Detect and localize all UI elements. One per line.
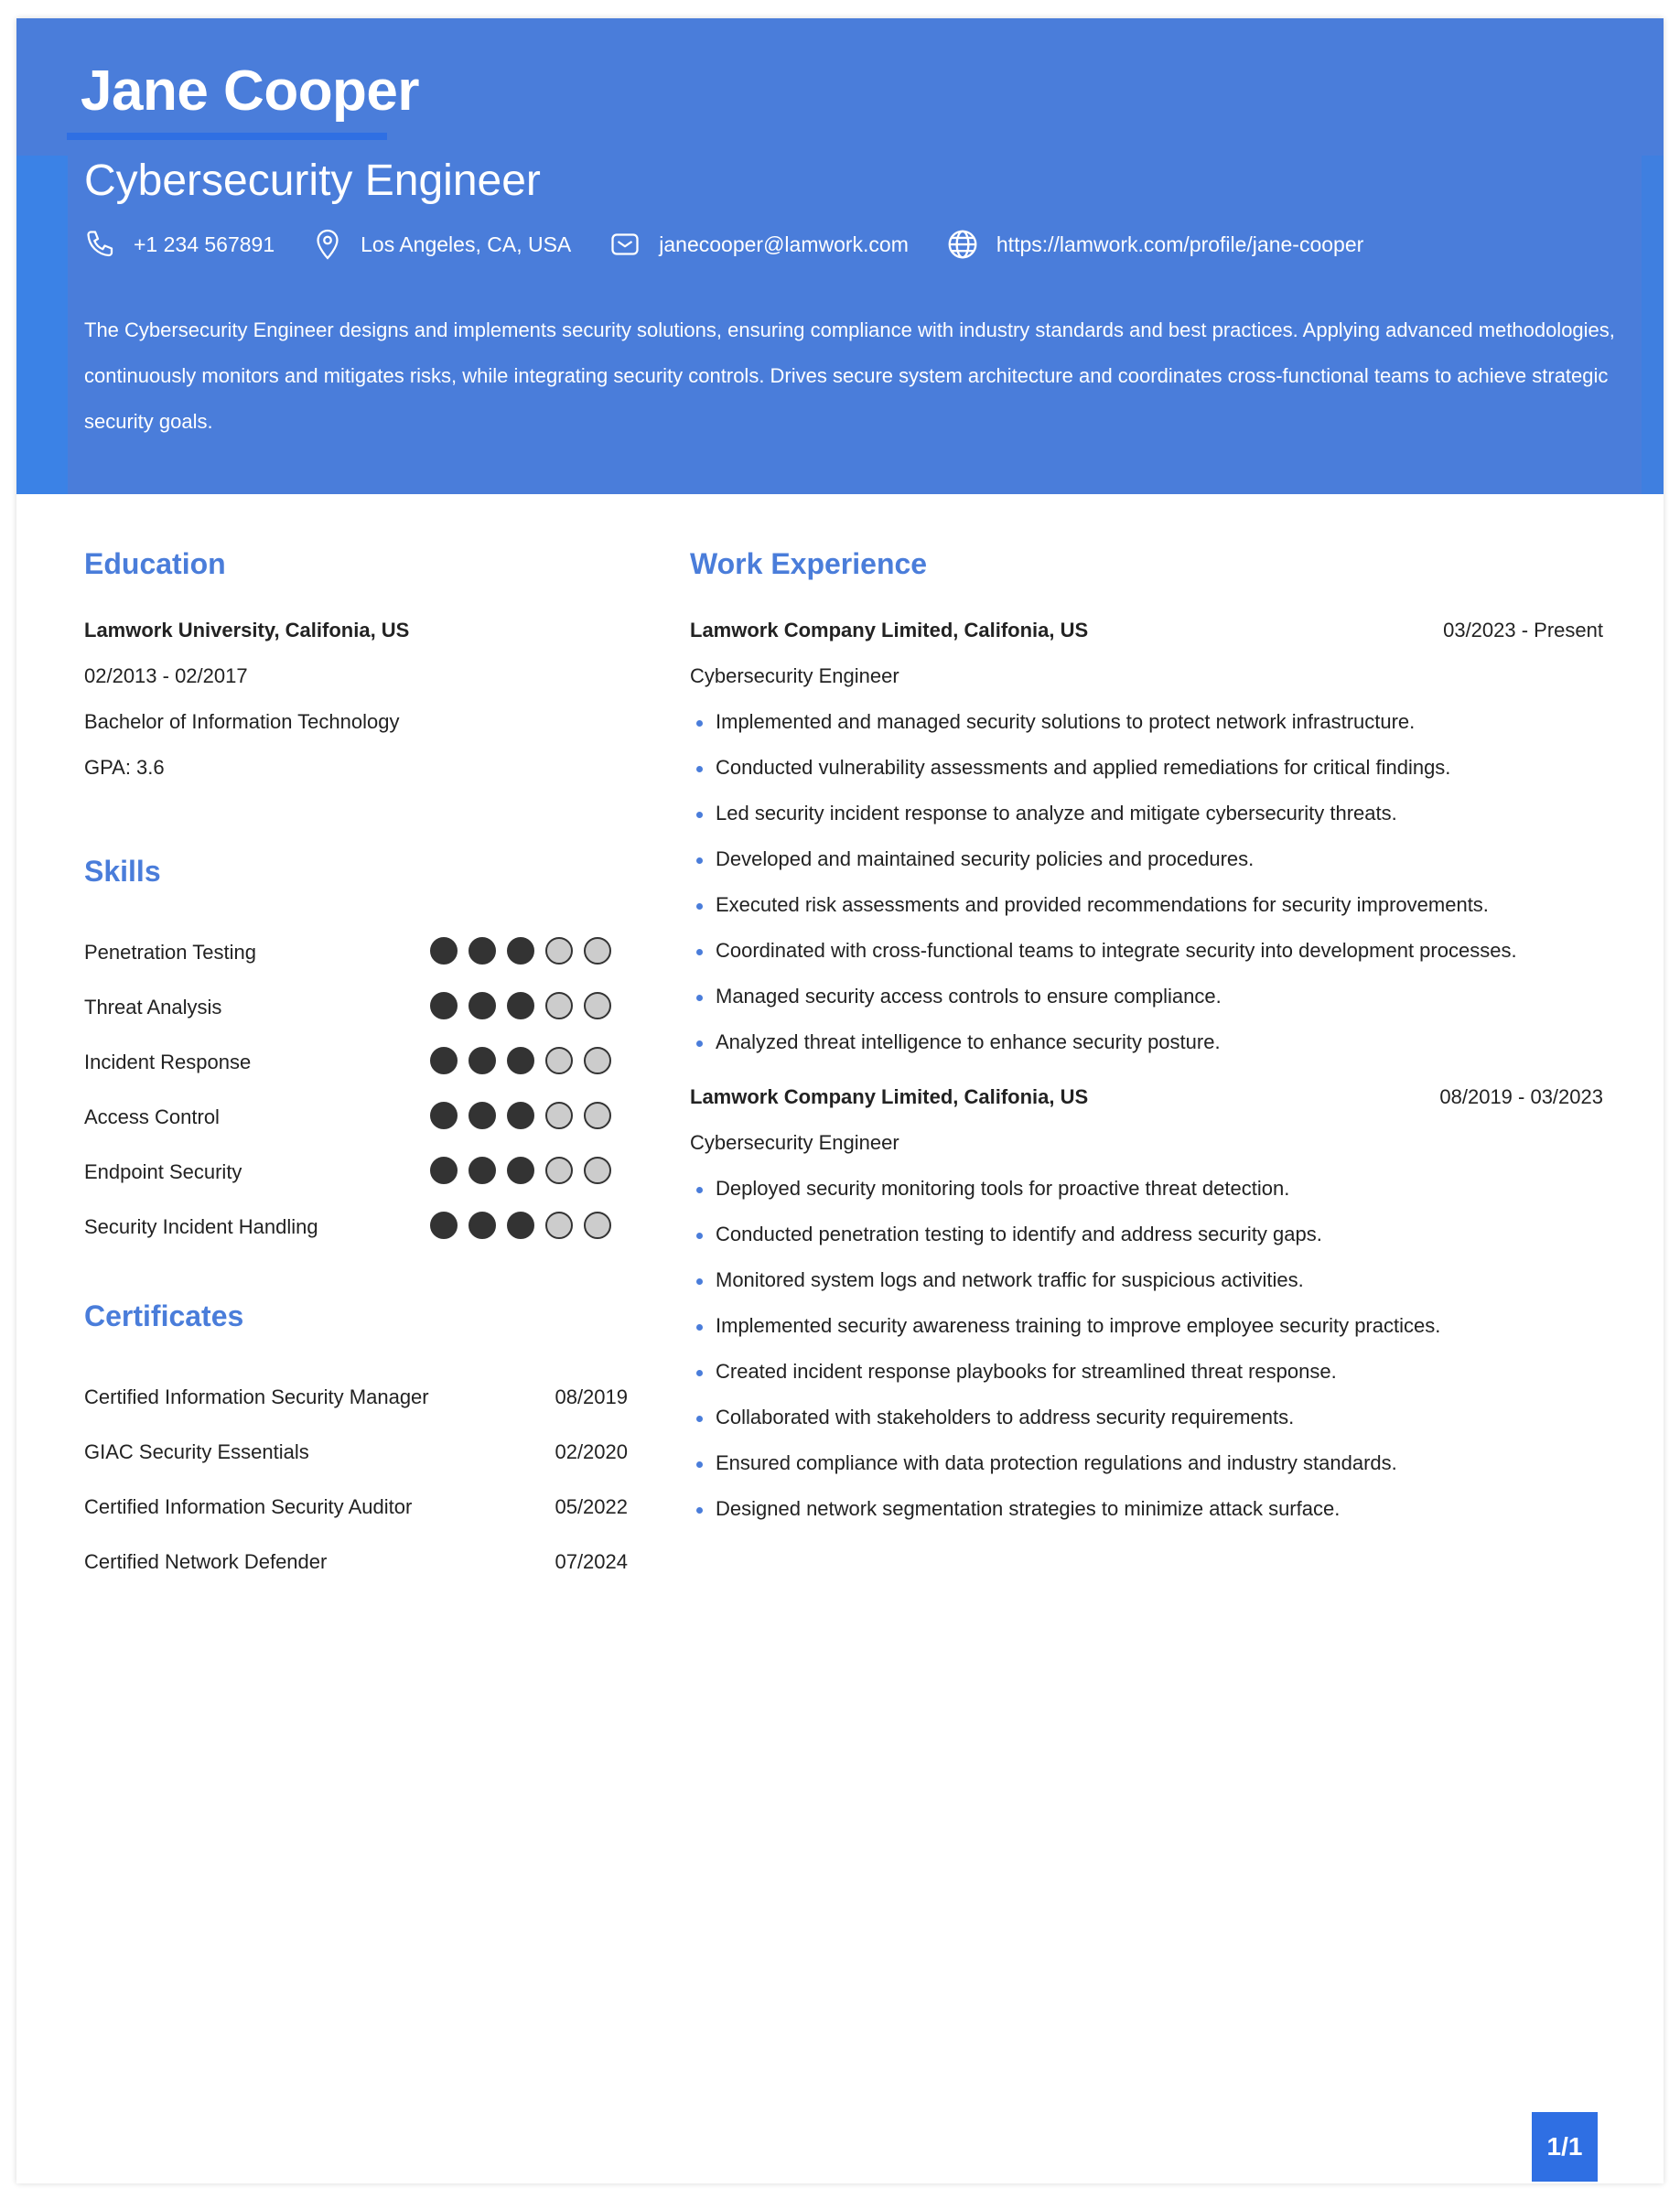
- rating-dot-filled: [468, 1102, 496, 1129]
- job-dates: 03/2023 - Present: [1443, 619, 1603, 641]
- skill-rating: [430, 1212, 622, 1239]
- contact-location: [311, 228, 571, 261]
- skill-name: Penetration Testing: [84, 941, 256, 964]
- rating-dot-filled: [468, 1212, 496, 1239]
- certificate-date: 08/2019: [555, 1385, 628, 1408]
- website-text: https://lamwork.com/profile/jane-cooper: [996, 232, 1364, 256]
- job-bullet: Created incident response playbooks for streamlined threat response.: [690, 1360, 1337, 1384]
- skill-rating: [430, 992, 622, 1019]
- certificate-name: Certified Network Defender: [84, 1550, 328, 1573]
- skill-name: Endpoint Security: [84, 1160, 242, 1183]
- job-role: Cybersecurity Engineer: [690, 1131, 899, 1154]
- education-gpa: GPA: 3.6: [84, 756, 165, 779]
- rating-dot-filled: [468, 937, 496, 965]
- job-dates: 08/2019 - 03/2023: [1439, 1085, 1603, 1108]
- header-accent-left: [16, 156, 68, 494]
- job-company: Lamwork Company Limited, Califonia, US: [690, 619, 1089, 641]
- rating-dot-empty: [545, 1102, 573, 1129]
- skill-name: Threat Analysis: [84, 996, 222, 1019]
- person-name: Jane Cooper: [81, 59, 420, 123]
- skill-rating: [430, 937, 622, 965]
- job-title: Cybersecurity Engineer: [84, 156, 541, 205]
- rating-dot-filled: [468, 1047, 496, 1074]
- rating-dot-empty: [545, 1157, 573, 1184]
- skill-rating: [430, 1047, 622, 1074]
- header-accent-right: [1642, 156, 1664, 494]
- phone-text: +1 234 567891: [134, 232, 275, 256]
- name-underline: [67, 133, 387, 140]
- rating-dot-empty: [584, 1047, 611, 1074]
- education-dates: 02/2013 - 02/2017: [84, 664, 248, 687]
- rating-dot-filled: [507, 1157, 534, 1184]
- skill-name: Access Control: [84, 1105, 220, 1128]
- work-experience-heading: Work Experience: [690, 547, 928, 580]
- contact-website[interactable]: [945, 227, 1363, 262]
- rating-dot-filled: [468, 1157, 496, 1184]
- certificate-name: GIAC Security Essentials: [84, 1440, 309, 1463]
- rating-dot-filled: [430, 1212, 458, 1239]
- skill-name: Incident Response: [84, 1051, 252, 1073]
- job-bullet: Managed security access controls to ensure compliance.: [690, 985, 1222, 1008]
- rating-dot-empty: [545, 1047, 573, 1074]
- page-indicator[interactable]: 1/1: [1532, 2112, 1598, 2182]
- job-bullet: Ensured compliance with data protection regulations and industry standards.: [690, 1451, 1397, 1475]
- skill-rating: [430, 1157, 622, 1184]
- education-school: Lamwork University, Califonia, US: [84, 619, 410, 641]
- job-bullet: Monitored system logs and network traffic for suspicious activities.: [690, 1268, 1304, 1292]
- rating-dot-filled: [430, 1102, 458, 1129]
- location-pin-icon: [311, 228, 344, 261]
- globe-icon: [945, 227, 980, 262]
- job-bullet: Conducted penetration testing to identify and address security gaps.: [690, 1223, 1322, 1246]
- contact-phone[interactable]: [84, 228, 275, 261]
- certificates-heading: Certificates: [84, 1299, 244, 1332]
- certificate-date: 02/2020: [555, 1440, 628, 1463]
- education-heading: Education: [84, 547, 226, 580]
- rating-dot-filled: [430, 1157, 458, 1184]
- rating-dot-empty: [584, 1212, 611, 1239]
- phone-icon: [84, 228, 117, 261]
- rating-dot-empty: [545, 1212, 573, 1239]
- certificate-name: Certified Information Security Auditor: [84, 1495, 413, 1518]
- rating-dot-filled: [430, 1047, 458, 1074]
- job-bullet: Deployed security monitoring tools for proactive threat detection.: [690, 1177, 1289, 1201]
- rating-dot-filled: [430, 937, 458, 965]
- skill-rating: [430, 1102, 622, 1129]
- education-degree: Bachelor of Information Technology: [84, 710, 400, 733]
- job-company: Lamwork Company Limited, Califonia, US: [690, 1085, 1089, 1108]
- rating-dot-empty: [545, 937, 573, 965]
- mail-icon: [608, 228, 642, 261]
- job-bullet: Implemented and managed security solutions to protect network infrastructure.: [690, 710, 1415, 734]
- job-bullet: Executed risk assessments and provided recommendations for security improvements.: [690, 893, 1489, 917]
- rating-dot-filled: [430, 992, 458, 1019]
- job-bullet: Conducted vulnerability assessments and applied remediations for critical findings.: [690, 756, 1450, 780]
- profile-summary: The Cybersecurity Engineer designs and implements security solutions, ensuring compliance with industry standards and best practices. Applying advanced methodologies, continuously monitors and mitigates risks, while integrating security controls. Drives secure system architecture and coordinates cross-functional teams to achieve strategic security goals.: [84, 318, 1615, 433]
- rating-dot-empty: [584, 1102, 611, 1129]
- rating-dot-empty: [584, 937, 611, 965]
- rating-dot-filled: [507, 1047, 534, 1074]
- job-bullet: Developed and maintained security policies and procedures.: [690, 847, 1254, 871]
- job-bullet: Collaborated with stakeholders to address security requirements.: [690, 1406, 1294, 1429]
- resume-page: [16, 18, 1664, 2183]
- resume-header: [16, 18, 1664, 494]
- rating-dot-empty: [545, 992, 573, 1019]
- job-bullet: Designed network segmentation strategies to minimize attack surface.: [690, 1497, 1340, 1521]
- rating-dot-filled: [468, 992, 496, 1019]
- job-bullet: Implemented security awareness training to improve employee security practices.: [690, 1314, 1440, 1338]
- job-bullet: Led security incident response to analyze and mitigate cybersecurity threats.: [690, 802, 1397, 825]
- rating-dot-empty: [584, 992, 611, 1019]
- rating-dot-filled: [507, 992, 534, 1019]
- certificate-date: 07/2024: [555, 1550, 628, 1573]
- job-bullet: Coordinated with cross-functional teams to integrate security into development processes.: [690, 939, 1517, 963]
- email-text: janecooper@lamwork.com: [659, 232, 909, 256]
- rating-dot-empty: [584, 1157, 611, 1184]
- rating-dot-filled: [507, 937, 534, 965]
- contact-row: [84, 227, 1400, 262]
- skills-heading: Skills: [84, 855, 161, 888]
- certificate-date: 05/2022: [555, 1495, 628, 1518]
- certificate-name: Certified Information Security Manager: [84, 1385, 429, 1408]
- location-text: Los Angeles, CA, USA: [361, 232, 572, 256]
- job-role: Cybersecurity Engineer: [690, 664, 899, 687]
- contact-email[interactable]: [608, 228, 909, 261]
- skill-name: Security Incident Handling: [84, 1215, 318, 1238]
- rating-dot-filled: [507, 1102, 534, 1129]
- job-bullet: Analyzed threat intelligence to enhance security posture.: [690, 1030, 1221, 1054]
- rating-dot-filled: [507, 1212, 534, 1239]
